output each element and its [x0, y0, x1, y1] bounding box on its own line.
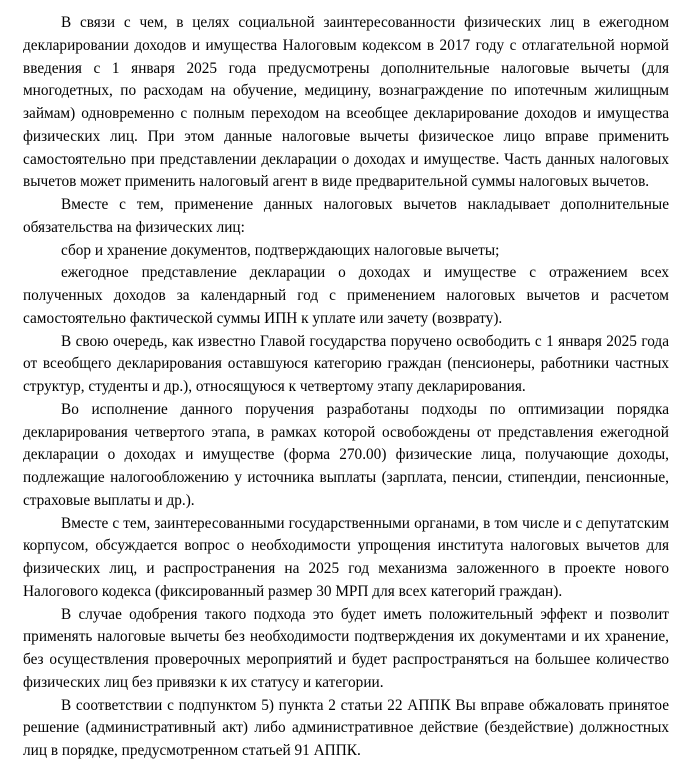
paragraph-appeal: В соответствии с подпунктом 5) пункта 2 статьи 22 АППК Вы вправе обжаловать принятое решение (административный акт) либо административное действие (бездействие) должностных лиц в порядке, предусмотренном статьей 91 АППК.: [23, 696, 669, 759]
list-item-declaration: ежегодное представление декларации о доходах и имуществе с отражением всех полученных доходов за календарный год с применением налоговых вычетов и расчетом самостоятельно фактической суммы ИПН к уплате или зачету (возврату).: [23, 264, 669, 327]
paragraph-obligations: Вместе с тем, применение данных налоговых вычетов накладывает дополнительные обязательства на физических лиц:: [23, 196, 669, 236]
paragraph-intro: В связи с чем, в целях социальной заинтересованности физических лиц в ежегодном декларировании доходов и имущества Налоговым кодексом в 2017 году с отлагательной нормой введения с 1 января 2025 года предусмотрены дополнительные налоговые вычеты (для многодетных, по расходам на обучение, медицину, вознаграждение по ипотечным жилищным займам) одновременно с полным переходом на всеобщее декларирование доходов и имущества физических лиц. При этом данные налоговые вычеты физическое лицо вправе применить самостоятельно при представлении декларации о доходах и имуществе. Часть данных налоговых вычетов может применить налоговый агент в виде предварительной суммы налоговых вычетов.: [23, 14, 669, 191]
paragraph-head-of-state: В свою очередь, как известно Главой государства поручено освободить с 1 января 2025 года от всеобщего декларирования оставшуюся категорию граждан (пенсионеры, работники частных структур, студенты и др.), относящуюся к четвертому этапу декларирования.: [23, 332, 669, 395]
list-item-documents: сбор и хранение документов, подтверждающих налоговые вычеты;: [61, 241, 500, 259]
paragraph-effect: В случае одобрения такого подхода это будет иметь положительный эффект и позволит применять налоговые вычеты без необходимости подтверждения их документами и их хранение, без осуществления проверочных мероприятий и будет распространяться на большее количество физических лиц без привязки к их статусу и категории.: [23, 605, 669, 691]
paragraph-optimization: Во исполнение данного поручения разработаны подходы по оптимизации порядка декларирования четвертого этапа, в рамках которой освобождены от представления ежегодной декларации о доходах и имуществе (форма 270.00) физические лица, получающие доходы, подлежащие налогообложению у источника выплаты (зарплата, пенсии, стипендии, пенсионные, страховые выплаты и др.).: [23, 400, 669, 509]
paragraph-discussion: Вместе с тем, заинтересованными государственными органами, в том числе и с депутатским корпусом, обсуждается вопрос о необходимости упрощения института налоговых вычетов для физических лиц, и распространения на 2025 год механизма заложенного в проекте нового Налогового кодекса (фиксированный размер 30 МРП для всех категорий граждан).: [23, 514, 669, 600]
